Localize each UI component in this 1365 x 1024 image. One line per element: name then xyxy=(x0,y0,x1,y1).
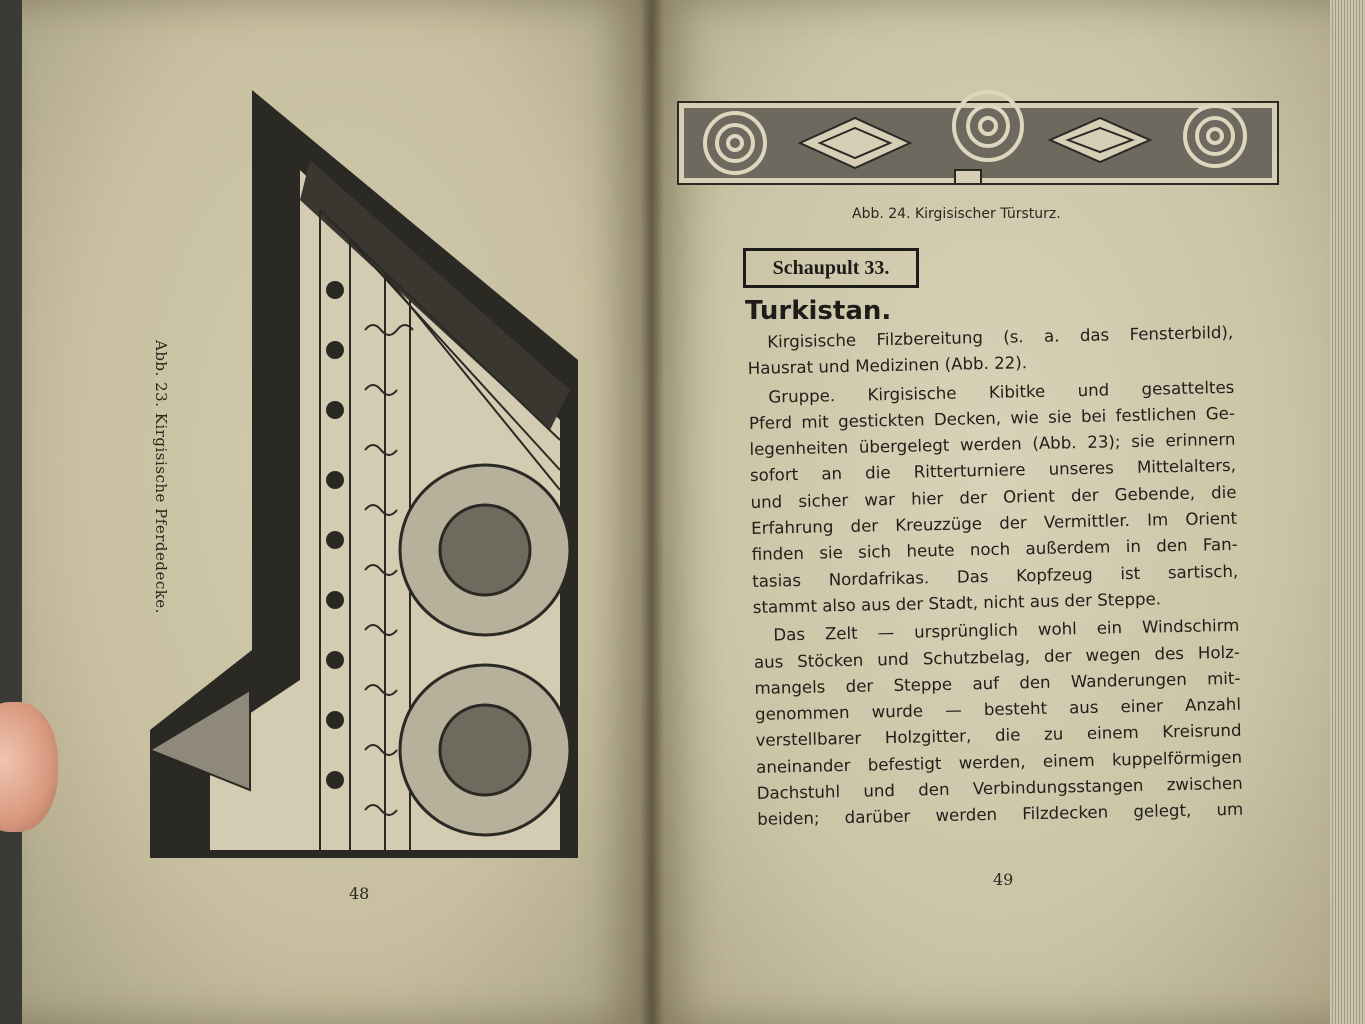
door-lintel-illustration xyxy=(670,88,1282,200)
text-line: verstellbarer Holzgitter, die zu einem Kreisrund xyxy=(755,721,1242,751)
text-line: Gruppe. Kirgisische Kibitke und gesatteltes xyxy=(768,377,1235,407)
text-line: sofort an die Ritterturniere unseres Mittelalters, xyxy=(749,456,1237,486)
page-number-right: 49 xyxy=(993,870,1014,889)
horse-blanket-illustration xyxy=(150,90,580,860)
schaupult-label: Schaupult 33. xyxy=(772,256,890,279)
body-text xyxy=(747,320,1243,834)
text-line: Dachstuhl und den Verbindungsstangen zwischen xyxy=(756,773,1243,803)
paragraph-2 xyxy=(748,374,1239,621)
text-line: beiden; darüber werden Filzdecken gelegt, um xyxy=(757,800,1244,830)
text-line: aus Stöcken und Schutzbelag, der wegen des Holz- xyxy=(753,642,1241,672)
text-line: Kirgisische Filzbereitung (s. a. das Fensterbild), xyxy=(767,322,1234,352)
figure-23-caption: Abb. 23. Kirgisische Pferdedecke. xyxy=(152,340,170,614)
page-number-left: 48 xyxy=(349,884,370,903)
text-line: stammt also aus der Stadt, nicht aus der Steppe. xyxy=(752,589,1162,617)
paragraph-1 xyxy=(747,320,1234,383)
text-line: Hausrat und Medizinen (Abb. 22). xyxy=(747,353,1028,379)
text-line: tasias Nordafrikas. Das Kopfzeug ist sartisch, xyxy=(752,561,1239,591)
text-line: Pferd mit gestickten Decken, wie sie bei festlichen Ge- xyxy=(748,403,1236,433)
text-line: Das Zelt — ursprünglich wohl ein Windschirm xyxy=(773,616,1240,645)
text-line: Erfahrung der Kreuzzüge der Vermittler. Im Orient xyxy=(750,508,1238,539)
text-line: mangels der Steppe auf den Wanderungen mit- xyxy=(754,668,1241,698)
text-line: und sicher war hier der Orient der Gebende, die xyxy=(750,482,1237,512)
book-gutter xyxy=(640,0,664,1024)
section-heading: Turkistan. xyxy=(745,296,892,326)
text-line: legenheiten übergelegt werden (Abb. 23); sie erinnern xyxy=(749,429,1236,460)
figure-24-caption: Abb. 24. Kirgisischer Türsturz. xyxy=(852,206,1061,222)
paragraph-3 xyxy=(753,613,1243,834)
page-edges xyxy=(1330,0,1365,1024)
schaupult-label-box xyxy=(743,248,919,288)
text-line: genommen wurde — besteht aus einer Anzahl xyxy=(754,694,1242,725)
text-line: aneinander befestigt werden, einem kuppelförmigen xyxy=(755,747,1243,777)
text-line: finden sie sich heute noch außerdem in den Fan- xyxy=(751,535,1238,565)
